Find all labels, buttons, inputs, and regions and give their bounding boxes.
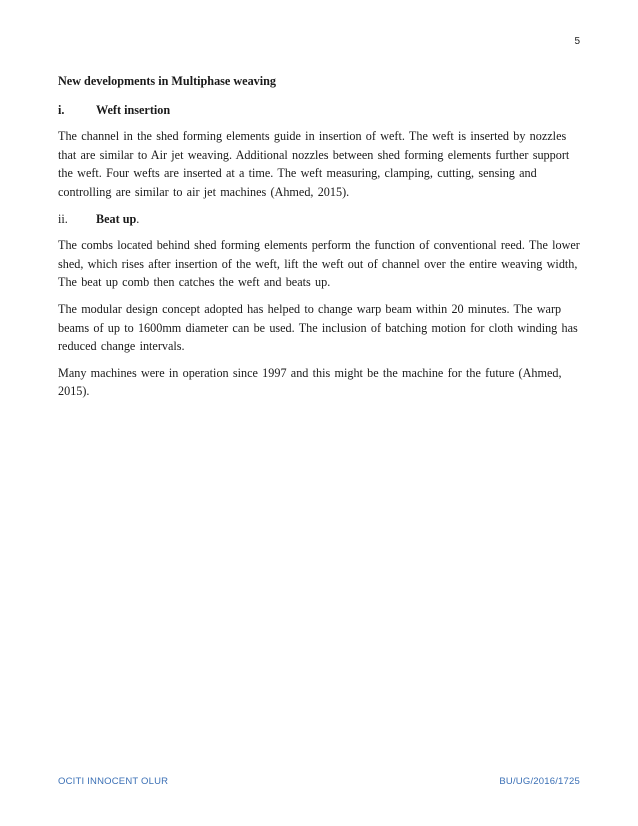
page-number: 5	[574, 36, 580, 47]
subsection-heading-beat-up	[58, 210, 582, 229]
footer-author: OCITI INNOCENT OLUR	[58, 776, 169, 787]
subsection-title-suffix: .	[136, 211, 140, 226]
paragraph: The combs located behind shed forming elements perform the function of conventional reed. The lower shed, which rises after insertion of the weft, lift the weft out of channel over the entire weaving width, The beat up comb then catches the weft and beats up.	[58, 238, 580, 290]
footer-reg-number: BU/UG/2016/1725	[499, 776, 580, 787]
subsection-title-wrapper	[96, 210, 139, 229]
subsection-heading-weft-insertion	[58, 101, 582, 120]
page-footer	[58, 776, 580, 787]
subsection-title: Beat up	[96, 211, 137, 226]
subsection-number: i.	[58, 102, 65, 117]
paragraph: Many machines were in operation since 1997 and this might be the machine for the future (Ahmed, 2015).	[58, 365, 562, 399]
subsection-number: ii.	[58, 211, 68, 226]
paragraph: The channel in the shed forming elements guide in insertion of weft. The weft is inserted by nozzles that are similar to Air jet weaving. Additional nozzles between shed forming elements further support the weft. Four wefts are inserted at a time. The weft measuring, clamping, cutting, sensing and controlling are similar to air jet machines (Ahmed, 2015).	[58, 129, 570, 199]
section-title: New developments in Multiphase weaving	[58, 74, 277, 88]
paragraph: The modular design concept adopted has helped to change warp beam within 20 minutes. The warp beams of up to 1600mm diameter can be used. The inclusion of batching motion for cloth winding has reduced change intervals.	[58, 301, 578, 354]
subsection-title: Weft insertion	[96, 102, 171, 117]
page-content	[58, 72, 582, 409]
